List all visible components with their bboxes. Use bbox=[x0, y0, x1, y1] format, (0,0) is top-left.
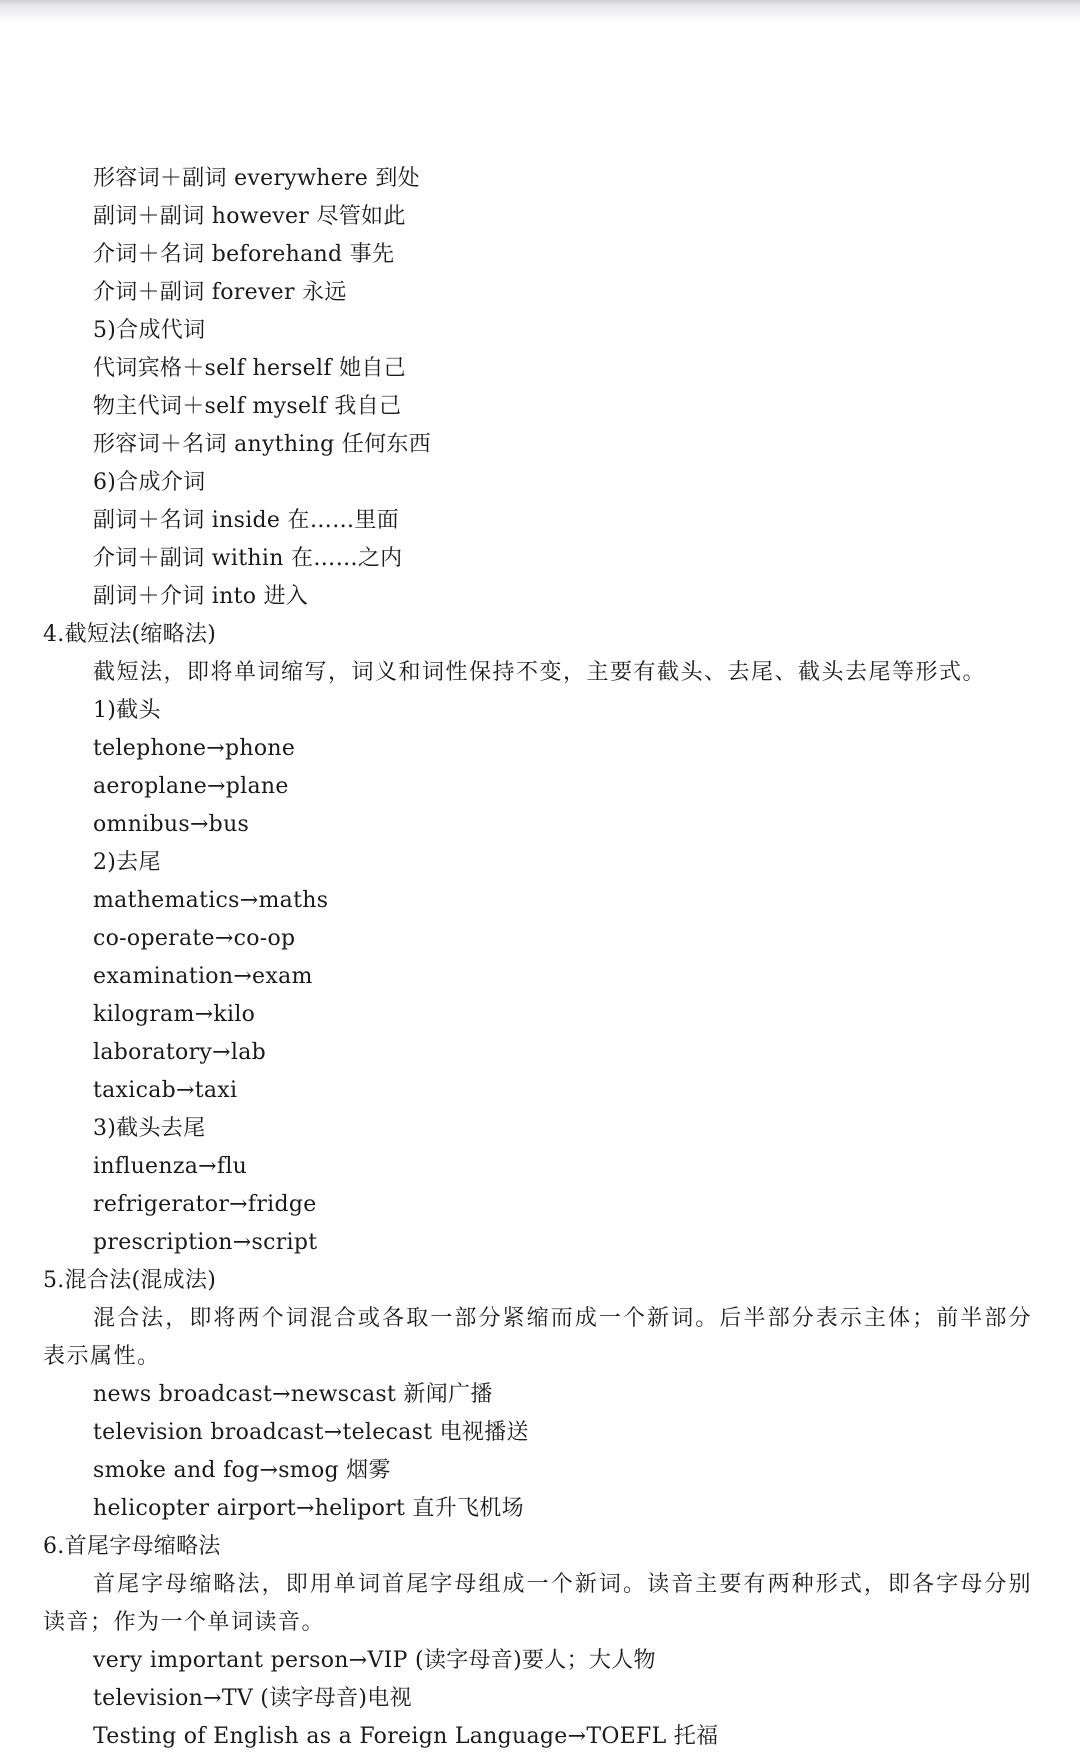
subheading: 3)截头去尾 bbox=[93, 1116, 206, 1141]
text-line: news broadcast→newscast 新闻广播 bbox=[93, 1382, 493, 1407]
text-line: 形容词＋副词 everywhere 到处 bbox=[93, 166, 420, 191]
section-heading: 4.截短法(缩略法) bbox=[43, 622, 217, 647]
text-line: television broadcast→telecast 电视播送 bbox=[93, 1420, 529, 1445]
text-line: taxicab→taxi bbox=[93, 1078, 238, 1103]
text-line: refrigerator→fridge bbox=[93, 1192, 317, 1217]
subheading: 6)合成介词 bbox=[93, 470, 206, 495]
text-line: mathematics→maths bbox=[93, 888, 329, 913]
text-line: examination→exam bbox=[93, 964, 313, 989]
text-line: 副词＋名词 inside 在……里面 bbox=[93, 508, 400, 533]
text-line: co-operate→co-op bbox=[93, 926, 296, 951]
text-line: 形容词＋名词 anything 任何东西 bbox=[93, 432, 431, 457]
text-line: 介词＋副词 forever 永远 bbox=[93, 280, 347, 305]
text-line: influenza→flu bbox=[93, 1154, 248, 1179]
text-line: 介词＋副词 within 在……之内 bbox=[93, 546, 403, 571]
text-line: 副词＋副词 however 尽管如此 bbox=[93, 204, 406, 229]
text-line: smoke and fog→smog 烟雾 bbox=[93, 1458, 391, 1483]
text-line: television→TV (读字母音)电视 bbox=[93, 1686, 412, 1711]
text-line: 介词＋名词 beforehand 事先 bbox=[93, 242, 395, 267]
paragraph: 混合法，即将两个词混合或各取一部分紧缩而成一个新词。后半部分表示主体；前半部分表示属性。 bbox=[43, 1306, 1032, 1369]
text-line: Testing of English as a Foreign Language→TOEFL 托福 bbox=[93, 1724, 719, 1749]
text-line: omnibus→bus bbox=[93, 812, 250, 837]
section-heading: 6.首尾字母缩略法 bbox=[43, 1534, 221, 1559]
text-line: telephone→phone bbox=[93, 736, 296, 761]
section-heading: 5.混合法(混成法) bbox=[43, 1268, 217, 1293]
text-line: 物主代词＋self myself 我自己 bbox=[93, 394, 402, 419]
text-line: aeroplane→plane bbox=[93, 774, 289, 799]
text-line: kilogram→kilo bbox=[93, 1002, 256, 1027]
subheading: 1)截头 bbox=[93, 698, 161, 723]
top-edge-shadow bbox=[0, 0, 1080, 22]
text-line: helicopter airport→heliport 直升飞机场 bbox=[93, 1496, 524, 1521]
text-line: laboratory→lab bbox=[93, 1040, 267, 1065]
subheading: 2)去尾 bbox=[93, 850, 161, 875]
text-line: 副词＋介词 into 进入 bbox=[93, 584, 309, 609]
document-page bbox=[0, 160, 1080, 1756]
paragraph: 截短法，即将单词缩写，词义和词性保持不变，主要有截头、去尾、截头去尾等形式。 bbox=[93, 660, 987, 685]
text-line: prescription→script bbox=[93, 1230, 318, 1255]
subheading: 5)合成代词 bbox=[93, 318, 206, 343]
text-line: very important person→VIP (读字母音)要人；大人物 bbox=[93, 1648, 656, 1673]
text-line: 代词宾格＋self herself 她自己 bbox=[93, 356, 406, 381]
paragraph: 首尾字母缩略法，即用单词首尾字母组成一个新词。读音主要有两种形式，即各字母分别读音；作为一个单词读音。 bbox=[43, 1572, 1032, 1635]
